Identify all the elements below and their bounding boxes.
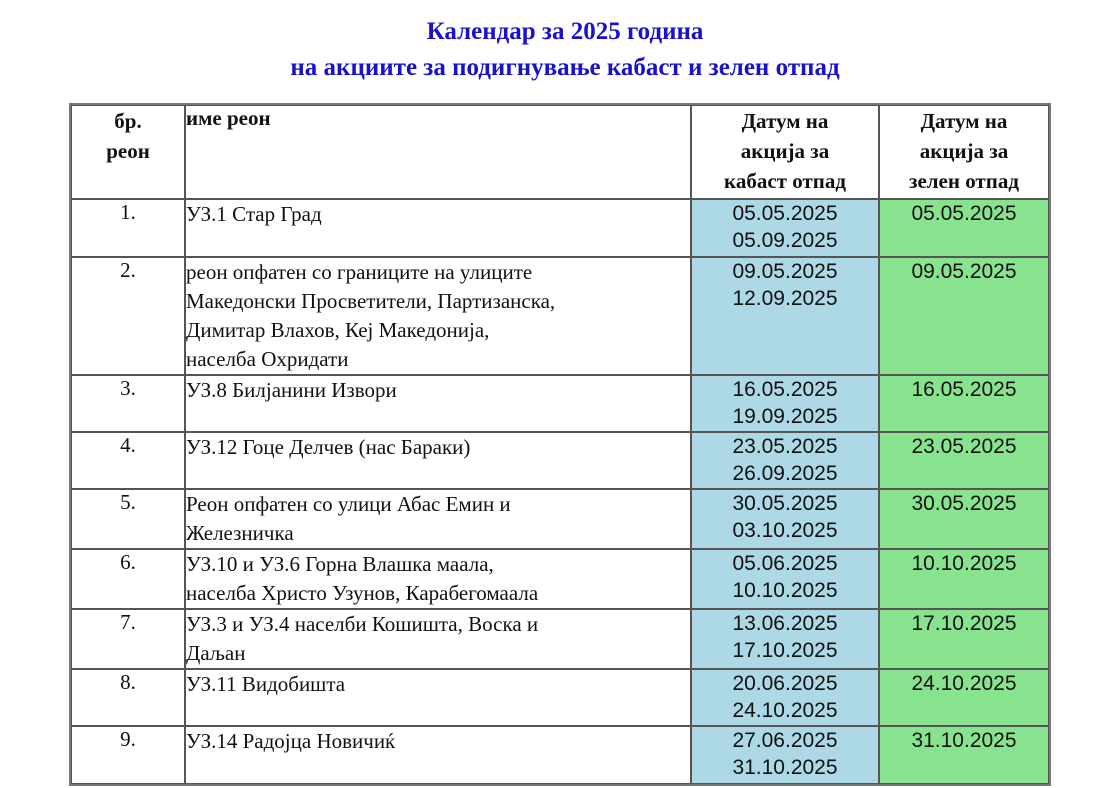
green-waste-date: 23.05.2025 xyxy=(879,432,1049,489)
region-name xyxy=(185,549,691,609)
region-name-line: реон опфатен со границите на улиците xyxy=(186,260,533,284)
bulky-waste-date: 31.10.2025 xyxy=(732,756,838,779)
region-name-line: УЗ.10 и УЗ.6 Горна Влашка маала, xyxy=(186,552,494,576)
bulky-waste-date: 16.05.2025 xyxy=(732,378,838,401)
bulky-waste-date: 05.06.2025 xyxy=(732,552,838,575)
header-bulky-date: Датум на акција за кабаст отпад xyxy=(691,105,879,199)
bulky-waste-dates xyxy=(691,375,879,432)
bulky-waste-dates xyxy=(691,549,879,609)
bulky-waste-dates xyxy=(691,609,879,669)
region-name-line: населба Охридати xyxy=(186,347,349,371)
region-number: 7. xyxy=(71,609,185,669)
region-name-line: Железничка xyxy=(186,521,294,545)
green-waste-date: 24.10.2025 xyxy=(879,669,1049,726)
region-number: 6. xyxy=(71,549,185,609)
region-name-line: Македонски Просветители, Партизанска, xyxy=(186,289,556,313)
bulky-waste-dates xyxy=(691,199,879,257)
region-name xyxy=(185,257,691,375)
bulky-waste-date: 24.10.2025 xyxy=(732,699,838,722)
schedule-table xyxy=(69,103,1051,786)
page-subtitle: на акциите за подигнување кабаст и зелен отпад xyxy=(290,54,840,81)
bulky-waste-date: 12.09.2025 xyxy=(732,287,838,310)
region-number: 4. xyxy=(71,432,185,489)
header-green-date: Датум на акција за зелен отпад xyxy=(879,105,1049,199)
region-name-line: Димитар Влахов, Кеј Македонија, xyxy=(186,318,490,342)
table-row xyxy=(71,199,1049,257)
region-name xyxy=(185,726,691,784)
bulky-waste-dates xyxy=(691,489,879,549)
region-name-line: УЗ.3 и УЗ.4 населби Кошишта, Воска и xyxy=(186,612,539,636)
region-name-line: УЗ.11 Видобишта xyxy=(186,672,346,696)
region-number: 2. xyxy=(71,257,185,375)
region-name xyxy=(185,489,691,549)
green-waste-date: 17.10.2025 xyxy=(879,609,1049,669)
bulky-waste-date: 20.06.2025 xyxy=(732,672,838,695)
green-waste-date: 09.05.2025 xyxy=(879,257,1049,375)
header-row xyxy=(71,105,1049,199)
bulky-waste-date: 30.05.2025 xyxy=(732,492,838,515)
table-row xyxy=(71,609,1049,669)
region-name xyxy=(185,669,691,726)
header-region-name: име реон xyxy=(185,105,691,199)
table-row xyxy=(71,669,1049,726)
bulky-waste-date: 09.05.2025 xyxy=(732,260,838,283)
table-row xyxy=(71,549,1049,609)
green-waste-date: 05.05.2025 xyxy=(879,199,1049,257)
green-waste-date: 31.10.2025 xyxy=(879,726,1049,784)
bulky-waste-dates xyxy=(691,432,879,489)
table-row xyxy=(71,489,1049,549)
region-name-line: населба Христо Узунов, Карабегомаала xyxy=(186,581,539,605)
bulky-waste-dates xyxy=(691,669,879,726)
region-number: 3. xyxy=(71,375,185,432)
bulky-waste-dates xyxy=(691,726,879,784)
bulky-waste-date: 27.06.2025 xyxy=(732,729,838,752)
header-region-number: бр. реон xyxy=(71,105,185,199)
bulky-waste-date: 17.10.2025 xyxy=(732,639,838,662)
bulky-waste-date: 05.09.2025 xyxy=(732,229,838,252)
region-name xyxy=(185,432,691,489)
page-title: Календар за 2025 година xyxy=(426,18,704,45)
region-name-line: УЗ.1 Стар Град xyxy=(186,202,322,226)
region-number: 5. xyxy=(71,489,185,549)
bulky-waste-date: 26.09.2025 xyxy=(732,462,838,485)
region-number: 8. xyxy=(71,669,185,726)
table-row xyxy=(71,375,1049,432)
green-waste-date: 16.05.2025 xyxy=(879,375,1049,432)
bulky-waste-date: 19.09.2025 xyxy=(732,405,838,428)
region-number: 1. xyxy=(71,199,185,257)
region-name-line: Реон опфатен со улици Абас Емин и xyxy=(186,492,511,516)
region-name-line: УЗ.14 Радојца Новичиќ xyxy=(186,729,396,753)
table-row xyxy=(71,726,1049,784)
green-waste-date: 10.10.2025 xyxy=(879,549,1049,609)
bulky-waste-date: 03.10.2025 xyxy=(732,519,838,542)
region-name xyxy=(185,375,691,432)
table-row xyxy=(71,432,1049,489)
region-name xyxy=(185,199,691,257)
region-name xyxy=(185,609,691,669)
table-row xyxy=(71,257,1049,375)
region-name-line: УЗ.12 Гоце Делчев (нас Бараки) xyxy=(186,435,471,459)
bulky-waste-dates xyxy=(691,257,879,375)
bulky-waste-date: 13.06.2025 xyxy=(732,612,838,635)
region-name-line: Даљан xyxy=(186,641,246,665)
bulky-waste-date: 05.05.2025 xyxy=(732,202,838,225)
bulky-waste-date: 23.05.2025 xyxy=(732,435,838,458)
region-name-line: УЗ.8 Билјанини Извори xyxy=(186,378,397,402)
green-waste-date: 30.05.2025 xyxy=(879,489,1049,549)
bulky-waste-date: 10.10.2025 xyxy=(732,579,838,602)
region-number: 9. xyxy=(71,726,185,784)
